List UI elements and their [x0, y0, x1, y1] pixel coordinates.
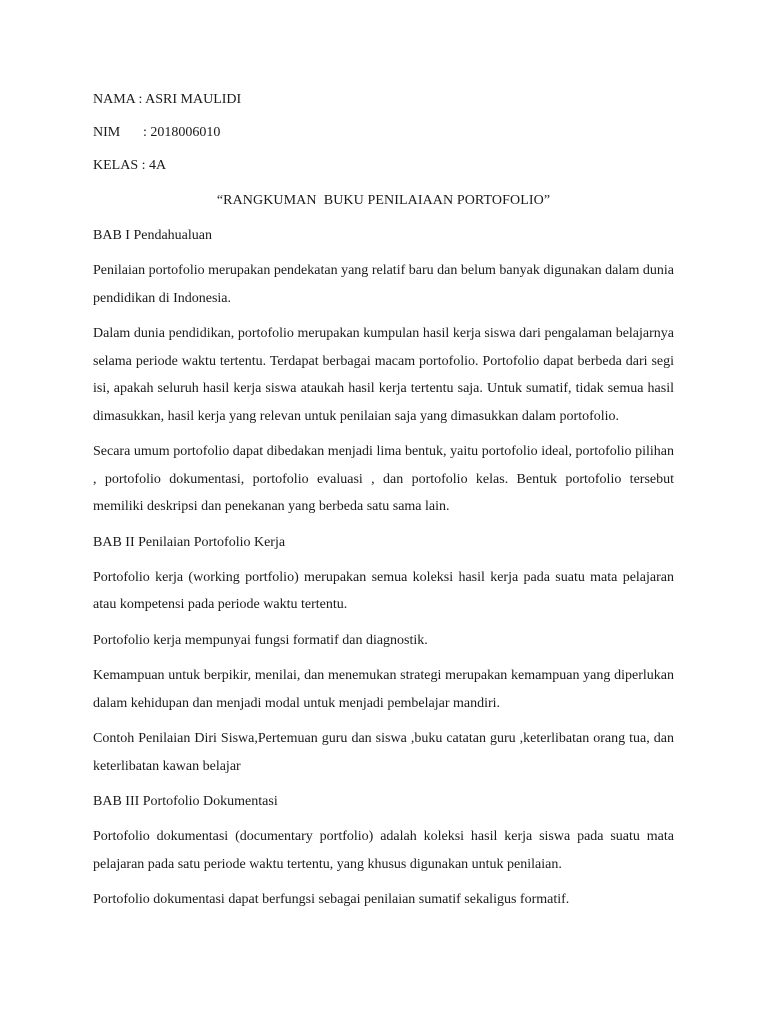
student-class: KELAS : 4A — [93, 158, 167, 173]
nim-value: : 2018006010 — [143, 125, 221, 140]
paragraph: Portofolio kerja (working portfolio) merupakan semua koleksi hasil kerja pada suatu mata pelajaran atau kompetensi pada periode waktu tertentu. — [93, 569, 674, 612]
paragraph: Secara umum portofolio dapat dibedakan menjadi lima bentuk, yaitu portofolio ideal, portofolio pilihan , portofolio dokumentasi, portofolio evaluasi , dan portofolio kelas. Bentuk portofolio tersebut memiliki deskripsi dan penekanan yang berbeda satu sama lain. — [93, 444, 674, 514]
document-page — [93, 86, 674, 922]
document-title: “RANGKUMAN BUKU PENILAIAAN PORTOFOLIO” — [216, 193, 551, 208]
paragraph: Dalam dunia pendidikan, portofolio merupakan kumpulan hasil kerja siswa dari pengalaman belajarnya selama periode waktu tertentu. Terdapat berbagai macam portofolio. Portofolio dapat berbeda dari segi isi, apakah seluruh hasil kerja siswa ataukah hasil kerja tertentu saja. Untuk sumatif, tidak semua hasil dimasukkan, hasil kerja yang relevan untuk penilaian saja yang dimasukkan dalam portofolio. — [93, 326, 674, 424]
paragraph: Portofolio kerja mempunyai fungsi formatif dan diagnostik. — [93, 632, 428, 648]
student-name: NAMA : ASRI MAULIDI — [93, 92, 242, 107]
paragraph: Kemampuan untuk berpikir, menilai, dan menemukan strategi merupakan kemampuan yang diperlukan dalam kehidupan dan menjadi modal untuk menjadi pembelajar mandiri. — [93, 668, 674, 711]
nim-label: NIM — [93, 125, 121, 140]
section-heading-bab-1: BAB I Pendahualuan — [93, 228, 212, 243]
paragraph: Contoh Penilaian Diri Siswa,Pertemuan guru dan siswa ,buku catatan guru ,keterlibatan orang tua, dan keterlibatan kawan belajar — [93, 731, 674, 774]
paragraph: Penilaian portofolio merupakan pendekatan yang relatif baru dan belum banyak digunakan dalam dunia pendidikan di Indonesia. — [93, 263, 674, 306]
section-heading-bab-2: BAB II Penilaian Portofolio Kerja — [93, 534, 286, 550]
paragraph: Portofolio dokumentasi (documentary portfolio) adalah koleksi hasil kerja siswa pada suatu mata pelajaran pada satu periode waktu tertentu, yang khusus digunakan untuk penilaian. — [93, 829, 674, 872]
student-nim — [93, 119, 674, 146]
section-heading-bab-3: BAB III Portofolio Dokumentasi — [93, 794, 278, 809]
paragraph: Portofolio dokumentasi dapat berfungsi sebagai penilaian sumatif sekaligus formatif. — [93, 892, 570, 907]
